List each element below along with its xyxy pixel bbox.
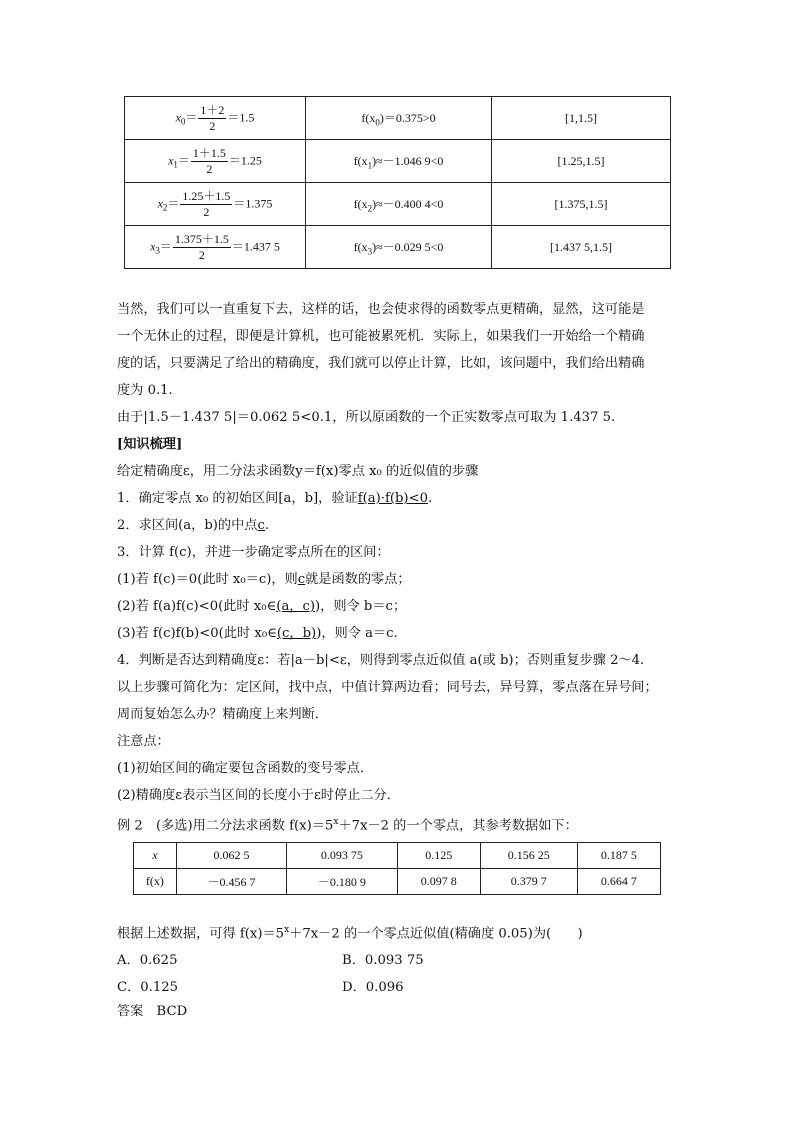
table-row	[125, 226, 671, 269]
table-row	[125, 97, 671, 140]
fraction: $\frac{1+1.5}{2}$	[192, 145, 226, 176]
step-3-sub-3: (3)若 f(c)f(b)<0(此时 x₀∈(c，b))，则令 a＝c.	[117, 626, 398, 641]
step-3: 3．计算 f(c)，并进一步确定零点所在的区间：	[117, 545, 390, 560]
table-cell: 0.156 25	[480, 843, 577, 869]
table-cell: f(x)	[134, 869, 177, 895]
note-2: (2)精确度ε表示当区间的长度小于ε时停止二分．	[117, 788, 400, 803]
reference-data-table	[133, 842, 661, 895]
fraction: $\frac{1+2}{2}$	[200, 102, 225, 133]
table-cell: 0.379 7	[480, 869, 577, 895]
text-block	[117, 296, 682, 836]
para1-line: 度的话，只要满足了给出的精确度，我们就可以停止计算，比如，该问题中，我们给出精确	[117, 356, 645, 371]
iteration-table	[124, 96, 671, 269]
option-d: D．0.096	[342, 980, 404, 995]
option-a: A．0.625	[117, 953, 178, 968]
table-row	[134, 869, 661, 895]
table-cell: 0.664 7	[577, 869, 660, 895]
table-row	[125, 183, 671, 226]
option-b: B．0.093 75	[342, 953, 424, 968]
steps-intro: 给定精确度ε，用二分法求函数y＝f(x)零点 x₀ 的近似值的步骤	[117, 464, 479, 479]
interval-cell: [1,1.5]	[492, 97, 671, 140]
interval-cell: [1.375,1.5]	[492, 183, 671, 226]
function-value-cell: $f(x_3)\approx-0.029$ 5<0	[306, 226, 492, 269]
summary-line: 周而复始怎么办？精确度上来判断．	[117, 707, 328, 722]
interval-cell: [1.25,1.5]	[492, 140, 671, 183]
step-3-sub-2: (2)若 f(a)f(c)<0(此时 x₀∈(a，c))，则令 b＝c；	[117, 599, 407, 614]
table-cell: x	[134, 843, 177, 869]
midpoint-cell: $x_1=$ $\frac{1+1.5}{2}$ ＝1.25	[125, 140, 306, 183]
midpoint-cell: $x_0=$ $\frac{1+2}{2}$ ＝1.5	[125, 97, 306, 140]
para1-line: 当然，我们可以一直重复下去，这样的话，也会使求得的函数零点更精确，显然，这可能是	[117, 302, 645, 317]
midpoint-cell: $x_3=$ $\frac{1.375+1.5}{2}$ ＝1.437 5	[125, 226, 306, 269]
para1-line: 度为 0.1.	[117, 383, 173, 398]
table-cell: 0.125	[397, 843, 480, 869]
question: 根据上述数据，可得 $f(x)=5^x+7x-2$ 的一个零点近似值(精确度 0.05)为( )	[117, 925, 583, 942]
example-2: 例 2 (多选)用二分法求函数 $f(x)=5^x+7x-2$ 的一个零点，其参考数据如下：	[117, 817, 578, 834]
step-3-sub-1: (1)若 f(c)＝0(此时 x₀＝c)，则c就是函数的零点；	[117, 572, 411, 587]
function-value-cell: $f(x_0)=0.375>0$	[306, 97, 492, 140]
midpoint-cell: $x_2=$ $\frac{1.25+1.5}{2}$ ＝1.375	[125, 183, 306, 226]
summary-line: 以上步骤可简化为：定区间，找中点，中值计算两边看；同号去，异号算，零点落在异号间；	[117, 680, 658, 695]
answer: 答案 BCD	[117, 1004, 188, 1019]
note-1: (1)初始区间的确定要包含函数的变号零点．	[117, 761, 374, 776]
step-1-condition: f(a)·f(b)<0	[357, 491, 428, 506]
table-cell: 0.097 8	[397, 869, 480, 895]
table-cell: 0.062 5	[176, 843, 286, 869]
table-cell: －0.456 7	[176, 869, 286, 895]
notes-title: 注意点：	[117, 734, 170, 749]
function-value-cell: $f(x_1)\approx-1.046$ 9<0	[306, 140, 492, 183]
table-cell: 0.093 75	[287, 843, 397, 869]
para1-line: 一个无休止的过程，即便是计算机，也可能被累死机．实际上，如果我们一开始给一个精确	[117, 329, 645, 344]
table-row	[125, 140, 671, 183]
step-4: 4．判断是否达到精确度ε：若|a－b|<ε，则得到零点近似值 a(或 b)；否则重复步骤 2～4.	[117, 653, 645, 668]
step-2-midpoint: c	[257, 518, 265, 533]
function-value-cell: $f(x_2)\approx-0.400$ 4<0	[306, 183, 492, 226]
interval-cell: [1.437 5,1.5]	[492, 226, 671, 269]
section-title: [知识梳理]	[117, 437, 183, 452]
para2: 由于|1.5－1.437 5|＝0.062 5<0.1，所以原函数的一个正实数零点可取为 1.437 5.	[117, 410, 616, 425]
fraction: $\frac{1.25+1.5}{2}$	[182, 188, 231, 219]
step-1: 1．确定零点 x₀ 的初始区间[a，b]，验证f(a)·f(b)<0.	[117, 491, 433, 506]
table-cell: －0.180 9	[287, 869, 397, 895]
step-2: 2．求区间(a，b)的中点c.	[117, 518, 270, 533]
table-row	[134, 843, 661, 869]
table-cell: 0.187 5	[577, 843, 660, 869]
fraction: $\frac{1.375+1.5}{2}$	[174, 231, 229, 262]
option-c: C．0.125	[117, 980, 179, 995]
